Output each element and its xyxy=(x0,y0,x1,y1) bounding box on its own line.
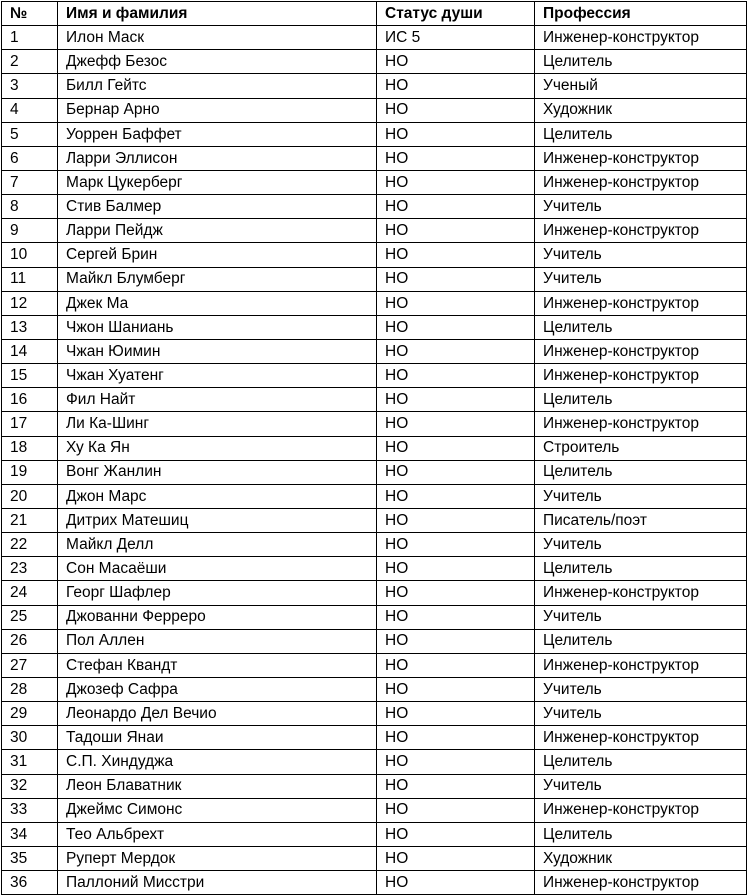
cell-profession: Ученый xyxy=(535,74,747,98)
cell-number: 30 xyxy=(2,726,58,750)
cell-profession: Строитель xyxy=(535,436,747,460)
table-row xyxy=(2,822,747,846)
header-soul-status: Статус души xyxy=(377,2,535,26)
cell-soul-status: ИС 5 xyxy=(377,26,535,50)
cell-number: 21 xyxy=(2,508,58,532)
cell-soul-status: НО xyxy=(377,774,535,798)
cell-soul-status: НО xyxy=(377,170,535,194)
table-row xyxy=(2,339,747,363)
cell-profession: Учитель xyxy=(535,605,747,629)
cell-number: 12 xyxy=(2,291,58,315)
cell-name: Майкл Блумберг xyxy=(58,267,377,291)
cell-soul-status: НО xyxy=(377,195,535,219)
table-row xyxy=(2,315,747,339)
cell-soul-status: НО xyxy=(377,798,535,822)
cell-profession: Инженер-конструктор xyxy=(535,26,747,50)
cell-profession: Инженер-конструктор xyxy=(535,726,747,750)
cell-name: Фил Найт xyxy=(58,388,377,412)
header-row xyxy=(2,2,747,26)
cell-name: Чжон Шаниань xyxy=(58,315,377,339)
table-row xyxy=(2,629,747,653)
cell-profession: Художник xyxy=(535,98,747,122)
cell-profession: Инженер-конструктор xyxy=(535,146,747,170)
cell-soul-status: НО xyxy=(377,484,535,508)
cell-profession: Писатель/поэт xyxy=(535,508,747,532)
cell-number: 11 xyxy=(2,267,58,291)
cell-profession: Целитель xyxy=(535,460,747,484)
cell-soul-status: НО xyxy=(377,291,535,315)
cell-number: 15 xyxy=(2,364,58,388)
cell-number: 17 xyxy=(2,412,58,436)
cell-number: 6 xyxy=(2,146,58,170)
cell-soul-status: НО xyxy=(377,750,535,774)
cell-profession: Инженер-конструктор xyxy=(535,219,747,243)
cell-number: 5 xyxy=(2,122,58,146)
cell-profession: Инженер-конструктор xyxy=(535,412,747,436)
cell-name: Вонг Жанлин xyxy=(58,460,377,484)
table-row xyxy=(2,726,747,750)
cell-soul-status: НО xyxy=(377,315,535,339)
cell-profession: Инженер-конструктор xyxy=(535,871,747,895)
table-row xyxy=(2,219,747,243)
cell-name: Руперт Мердок xyxy=(58,846,377,870)
cell-profession: Инженер-конструктор xyxy=(535,653,747,677)
table-row xyxy=(2,267,747,291)
cell-soul-status: НО xyxy=(377,50,535,74)
cell-name: Джеймс Симонс xyxy=(58,798,377,822)
cell-name: Джефф Безос xyxy=(58,50,377,74)
cell-name: Джон Марс xyxy=(58,484,377,508)
cell-name: Чжан Хуатенг xyxy=(58,364,377,388)
cell-number: 32 xyxy=(2,774,58,798)
table-row xyxy=(2,388,747,412)
cell-number: 36 xyxy=(2,871,58,895)
cell-number: 23 xyxy=(2,557,58,581)
cell-profession: Учитель xyxy=(535,677,747,701)
cell-number: 26 xyxy=(2,629,58,653)
cell-profession: Целитель xyxy=(535,750,747,774)
cell-number: 22 xyxy=(2,533,58,557)
table-row xyxy=(2,98,747,122)
cell-number: 27 xyxy=(2,653,58,677)
cell-number: 31 xyxy=(2,750,58,774)
cell-profession: Инженер-конструктор xyxy=(535,364,747,388)
cell-number: 16 xyxy=(2,388,58,412)
cell-number: 35 xyxy=(2,846,58,870)
cell-soul-status: НО xyxy=(377,533,535,557)
header-profession: Профессия xyxy=(535,2,747,26)
cell-profession: Учитель xyxy=(535,774,747,798)
header-number: № xyxy=(2,2,58,26)
cell-profession: Художник xyxy=(535,846,747,870)
cell-soul-status: НО xyxy=(377,605,535,629)
cell-soul-status: НО xyxy=(377,581,535,605)
cell-number: 20 xyxy=(2,484,58,508)
cell-profession: Учитель xyxy=(535,195,747,219)
table-row xyxy=(2,581,747,605)
cell-name: Сергей Брин xyxy=(58,243,377,267)
cell-profession: Инженер-конструктор xyxy=(535,291,747,315)
cell-name: Ху Ка Ян xyxy=(58,436,377,460)
table-row xyxy=(2,533,747,557)
cell-name: Илон Маск xyxy=(58,26,377,50)
cell-soul-status: НО xyxy=(377,412,535,436)
cell-soul-status: НО xyxy=(377,846,535,870)
table-row xyxy=(2,605,747,629)
table-row xyxy=(2,291,747,315)
cell-number: 28 xyxy=(2,677,58,701)
cell-soul-status: НО xyxy=(377,74,535,98)
table-row xyxy=(2,146,747,170)
cell-name: Бернар Арно xyxy=(58,98,377,122)
cell-profession: Учитель xyxy=(535,484,747,508)
cell-profession: Учитель xyxy=(535,702,747,726)
cell-number: 34 xyxy=(2,822,58,846)
cell-soul-status: НО xyxy=(377,98,535,122)
cell-number: 4 xyxy=(2,98,58,122)
cell-number: 8 xyxy=(2,195,58,219)
cell-number: 13 xyxy=(2,315,58,339)
cell-soul-status: НО xyxy=(377,122,535,146)
cell-profession: Учитель xyxy=(535,533,747,557)
table-row xyxy=(2,750,747,774)
table-row xyxy=(2,412,747,436)
cell-soul-status: НО xyxy=(377,557,535,581)
cell-number: 29 xyxy=(2,702,58,726)
cell-name: Чжан Юимин xyxy=(58,339,377,363)
table-row xyxy=(2,508,747,532)
cell-name: С.П. Хиндуджа xyxy=(58,750,377,774)
cell-soul-status: НО xyxy=(377,702,535,726)
cell-name: Стив Балмер xyxy=(58,195,377,219)
cell-name: Билл Гейтс xyxy=(58,74,377,98)
cell-profession: Целитель xyxy=(535,315,747,339)
cell-number: 2 xyxy=(2,50,58,74)
table-row xyxy=(2,195,747,219)
cell-name: Георг Шафлер xyxy=(58,581,377,605)
table-row xyxy=(2,846,747,870)
cell-name: Дитрих Матешиц xyxy=(58,508,377,532)
cell-soul-status: НО xyxy=(377,653,535,677)
cell-profession: Инженер-конструктор xyxy=(535,170,747,194)
cell-soul-status: НО xyxy=(377,339,535,363)
cell-name: Джек Ма xyxy=(58,291,377,315)
cell-profession: Инженер-конструктор xyxy=(535,339,747,363)
cell-name: Леонардо Дел Вечио xyxy=(58,702,377,726)
cell-number: 14 xyxy=(2,339,58,363)
cell-soul-status: НО xyxy=(377,677,535,701)
cell-name: Марк Цукерберг xyxy=(58,170,377,194)
cell-name: Пол Аллен xyxy=(58,629,377,653)
table-row xyxy=(2,557,747,581)
cell-profession: Целитель xyxy=(535,822,747,846)
table-body xyxy=(2,26,747,895)
cell-soul-status: НО xyxy=(377,871,535,895)
cell-number: 9 xyxy=(2,219,58,243)
cell-number: 25 xyxy=(2,605,58,629)
cell-name: Тадоши Янаи xyxy=(58,726,377,750)
cell-soul-status: НО xyxy=(377,508,535,532)
table-row xyxy=(2,26,747,50)
cell-number: 7 xyxy=(2,170,58,194)
cell-profession: Целитель xyxy=(535,122,747,146)
cell-name: Паллоний Мисстри xyxy=(58,871,377,895)
cell-soul-status: НО xyxy=(377,388,535,412)
cell-soul-status: НО xyxy=(377,146,535,170)
cell-profession: Учитель xyxy=(535,243,747,267)
cell-number: 1 xyxy=(2,26,58,50)
cell-profession: Целитель xyxy=(535,50,747,74)
cell-profession: Учитель xyxy=(535,267,747,291)
table-row xyxy=(2,653,747,677)
cell-number: 3 xyxy=(2,74,58,98)
cell-soul-status: НО xyxy=(377,460,535,484)
cell-name: Джованни Ферреро xyxy=(58,605,377,629)
cell-name: Майкл Делл xyxy=(58,533,377,557)
cell-name: Уоррен Баффет xyxy=(58,122,377,146)
table-row xyxy=(2,460,747,484)
cell-name: Тео Альбрехт xyxy=(58,822,377,846)
cell-soul-status: НО xyxy=(377,219,535,243)
table-row xyxy=(2,122,747,146)
table-row xyxy=(2,798,747,822)
cell-name: Леон Блаватник xyxy=(58,774,377,798)
cell-number: 24 xyxy=(2,581,58,605)
people-table xyxy=(1,1,747,895)
cell-soul-status: НО xyxy=(377,726,535,750)
cell-soul-status: НО xyxy=(377,267,535,291)
table-row xyxy=(2,774,747,798)
cell-number: 19 xyxy=(2,460,58,484)
cell-soul-status: НО xyxy=(377,243,535,267)
table-row xyxy=(2,74,747,98)
cell-number: 33 xyxy=(2,798,58,822)
table-row xyxy=(2,484,747,508)
table-row xyxy=(2,170,747,194)
cell-soul-status: НО xyxy=(377,822,535,846)
cell-name: Ларри Эллисон xyxy=(58,146,377,170)
cell-soul-status: НО xyxy=(377,364,535,388)
cell-profession: Инженер-конструктор xyxy=(535,798,747,822)
cell-soul-status: НО xyxy=(377,629,535,653)
table-row xyxy=(2,702,747,726)
cell-profession: Целитель xyxy=(535,557,747,581)
cell-profession: Инженер-конструктор xyxy=(535,581,747,605)
table-row xyxy=(2,436,747,460)
table-row xyxy=(2,50,747,74)
cell-name: Стефан Квандт xyxy=(58,653,377,677)
cell-name: Джозеф Сафра xyxy=(58,677,377,701)
cell-soul-status: НО xyxy=(377,436,535,460)
table-row xyxy=(2,364,747,388)
cell-name: Ли Ка-Шинг xyxy=(58,412,377,436)
table-row xyxy=(2,871,747,895)
cell-profession: Целитель xyxy=(535,629,747,653)
cell-name: Сон Масаёши xyxy=(58,557,377,581)
table-row xyxy=(2,677,747,701)
cell-number: 10 xyxy=(2,243,58,267)
header-name: Имя и фамилия xyxy=(58,2,377,26)
cell-name: Ларри Пейдж xyxy=(58,219,377,243)
cell-profession: Целитель xyxy=(535,388,747,412)
cell-number: 18 xyxy=(2,436,58,460)
table-row xyxy=(2,243,747,267)
